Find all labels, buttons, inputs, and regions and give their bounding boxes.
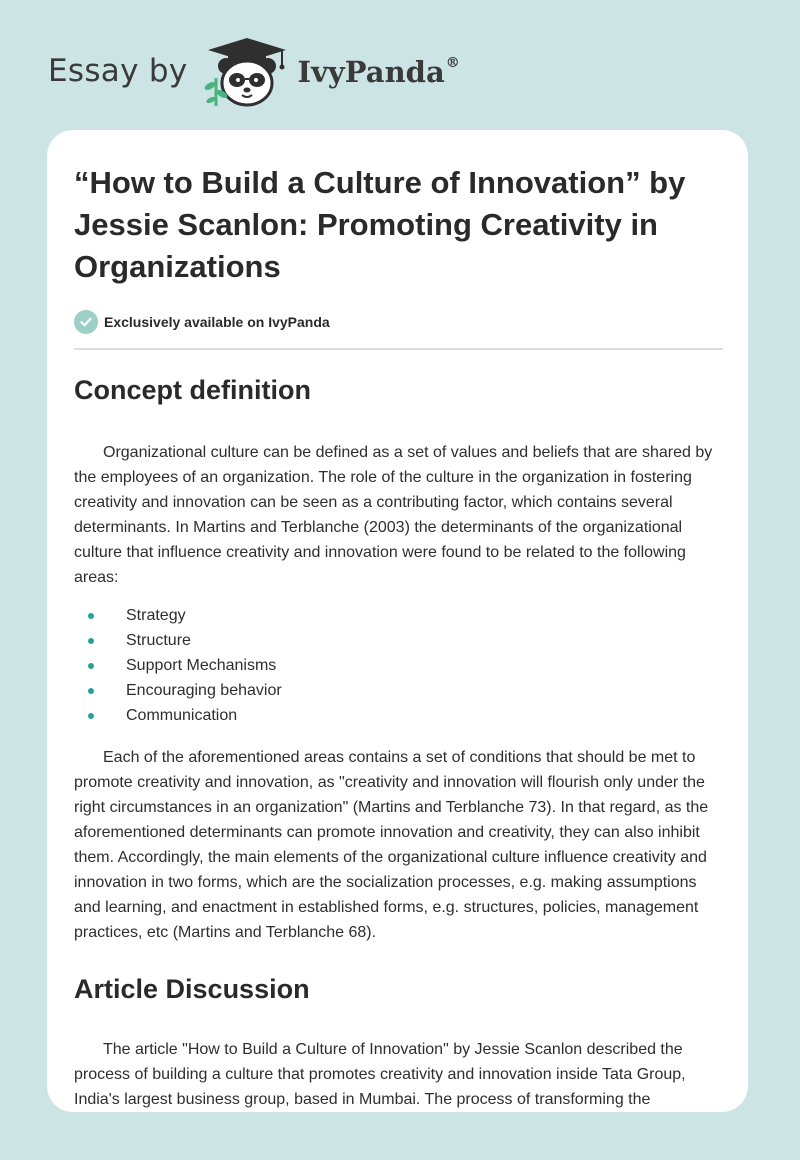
essay-card [47, 130, 748, 1112]
bullet-icon [88, 688, 94, 694]
paragraph: The article "How to Build a Culture of Innovation" by Jessie Scanlon described the process of building a culture that promotes creativity and innovation inside Tata Group, India's largest business group, based in Mumbai. The process of transforming the [74, 1041, 686, 1108]
bullet-icon [88, 663, 94, 669]
exclusive-label: Exclusively available on IvyPanda [104, 314, 330, 330]
check-icon [74, 310, 98, 334]
list-item: Encouraging behavior [74, 678, 723, 703]
list-item: Support Mechanisms [74, 653, 723, 678]
essay-title: “How to Build a Culture of Innovation” by Jessie Scanlon: Promoting Creativity in Organizations [74, 165, 686, 284]
list-item: Communication [74, 703, 723, 728]
divider [74, 348, 723, 350]
paragraph: Organizational culture can be defined as a set of values and beliefs that are shared by the employees of an organization. The role of the culture in the organization in fostering creativity and innovation can be seen as a contributing factor, which contains several determinants. In Martins and Terblanche (2003) the determinants of the organizational culture that influence creativity and innovation were found to be related to the following areas: [74, 444, 713, 586]
panda-graduate-icon[interactable] [202, 36, 292, 110]
paragraph: Each of the aforementioned areas contains a set of conditions that should be met to promote creativity and innovation, as "creativity and innovation will flourish only under the right circumstances in an organization" (Martins and Terblanche 73). In that regard, as the aforementioned determinants can promote innovation and creativity, they can also inhibit them. Accordingly, the main elements of the organizational culture influence creativity and innovation in two forms, which are the socialization processes, e.g. making assumptions and learning, and enactment in established forms, e.g. structures, policies, management practices, etc (Martins and Terblanche 68). [74, 749, 709, 941]
section-heading-discussion: Article Discussion [74, 974, 310, 1004]
bullet-icon [88, 638, 94, 644]
site-header [48, 36, 508, 110]
exclusive-badge [74, 310, 723, 334]
brand-name[interactable]: IvyPanda® [297, 55, 460, 89]
list-item: Structure [74, 628, 723, 653]
list-item: Strategy [74, 603, 723, 628]
section-heading-concept: Concept definition [74, 375, 311, 405]
determinants-list [74, 603, 723, 728]
bullet-icon [88, 713, 94, 719]
essay-by-label: Essay by [48, 53, 188, 89]
trademark: ® [445, 55, 460, 72]
essay-content [74, 162, 723, 1112]
bullet-icon [88, 613, 94, 619]
